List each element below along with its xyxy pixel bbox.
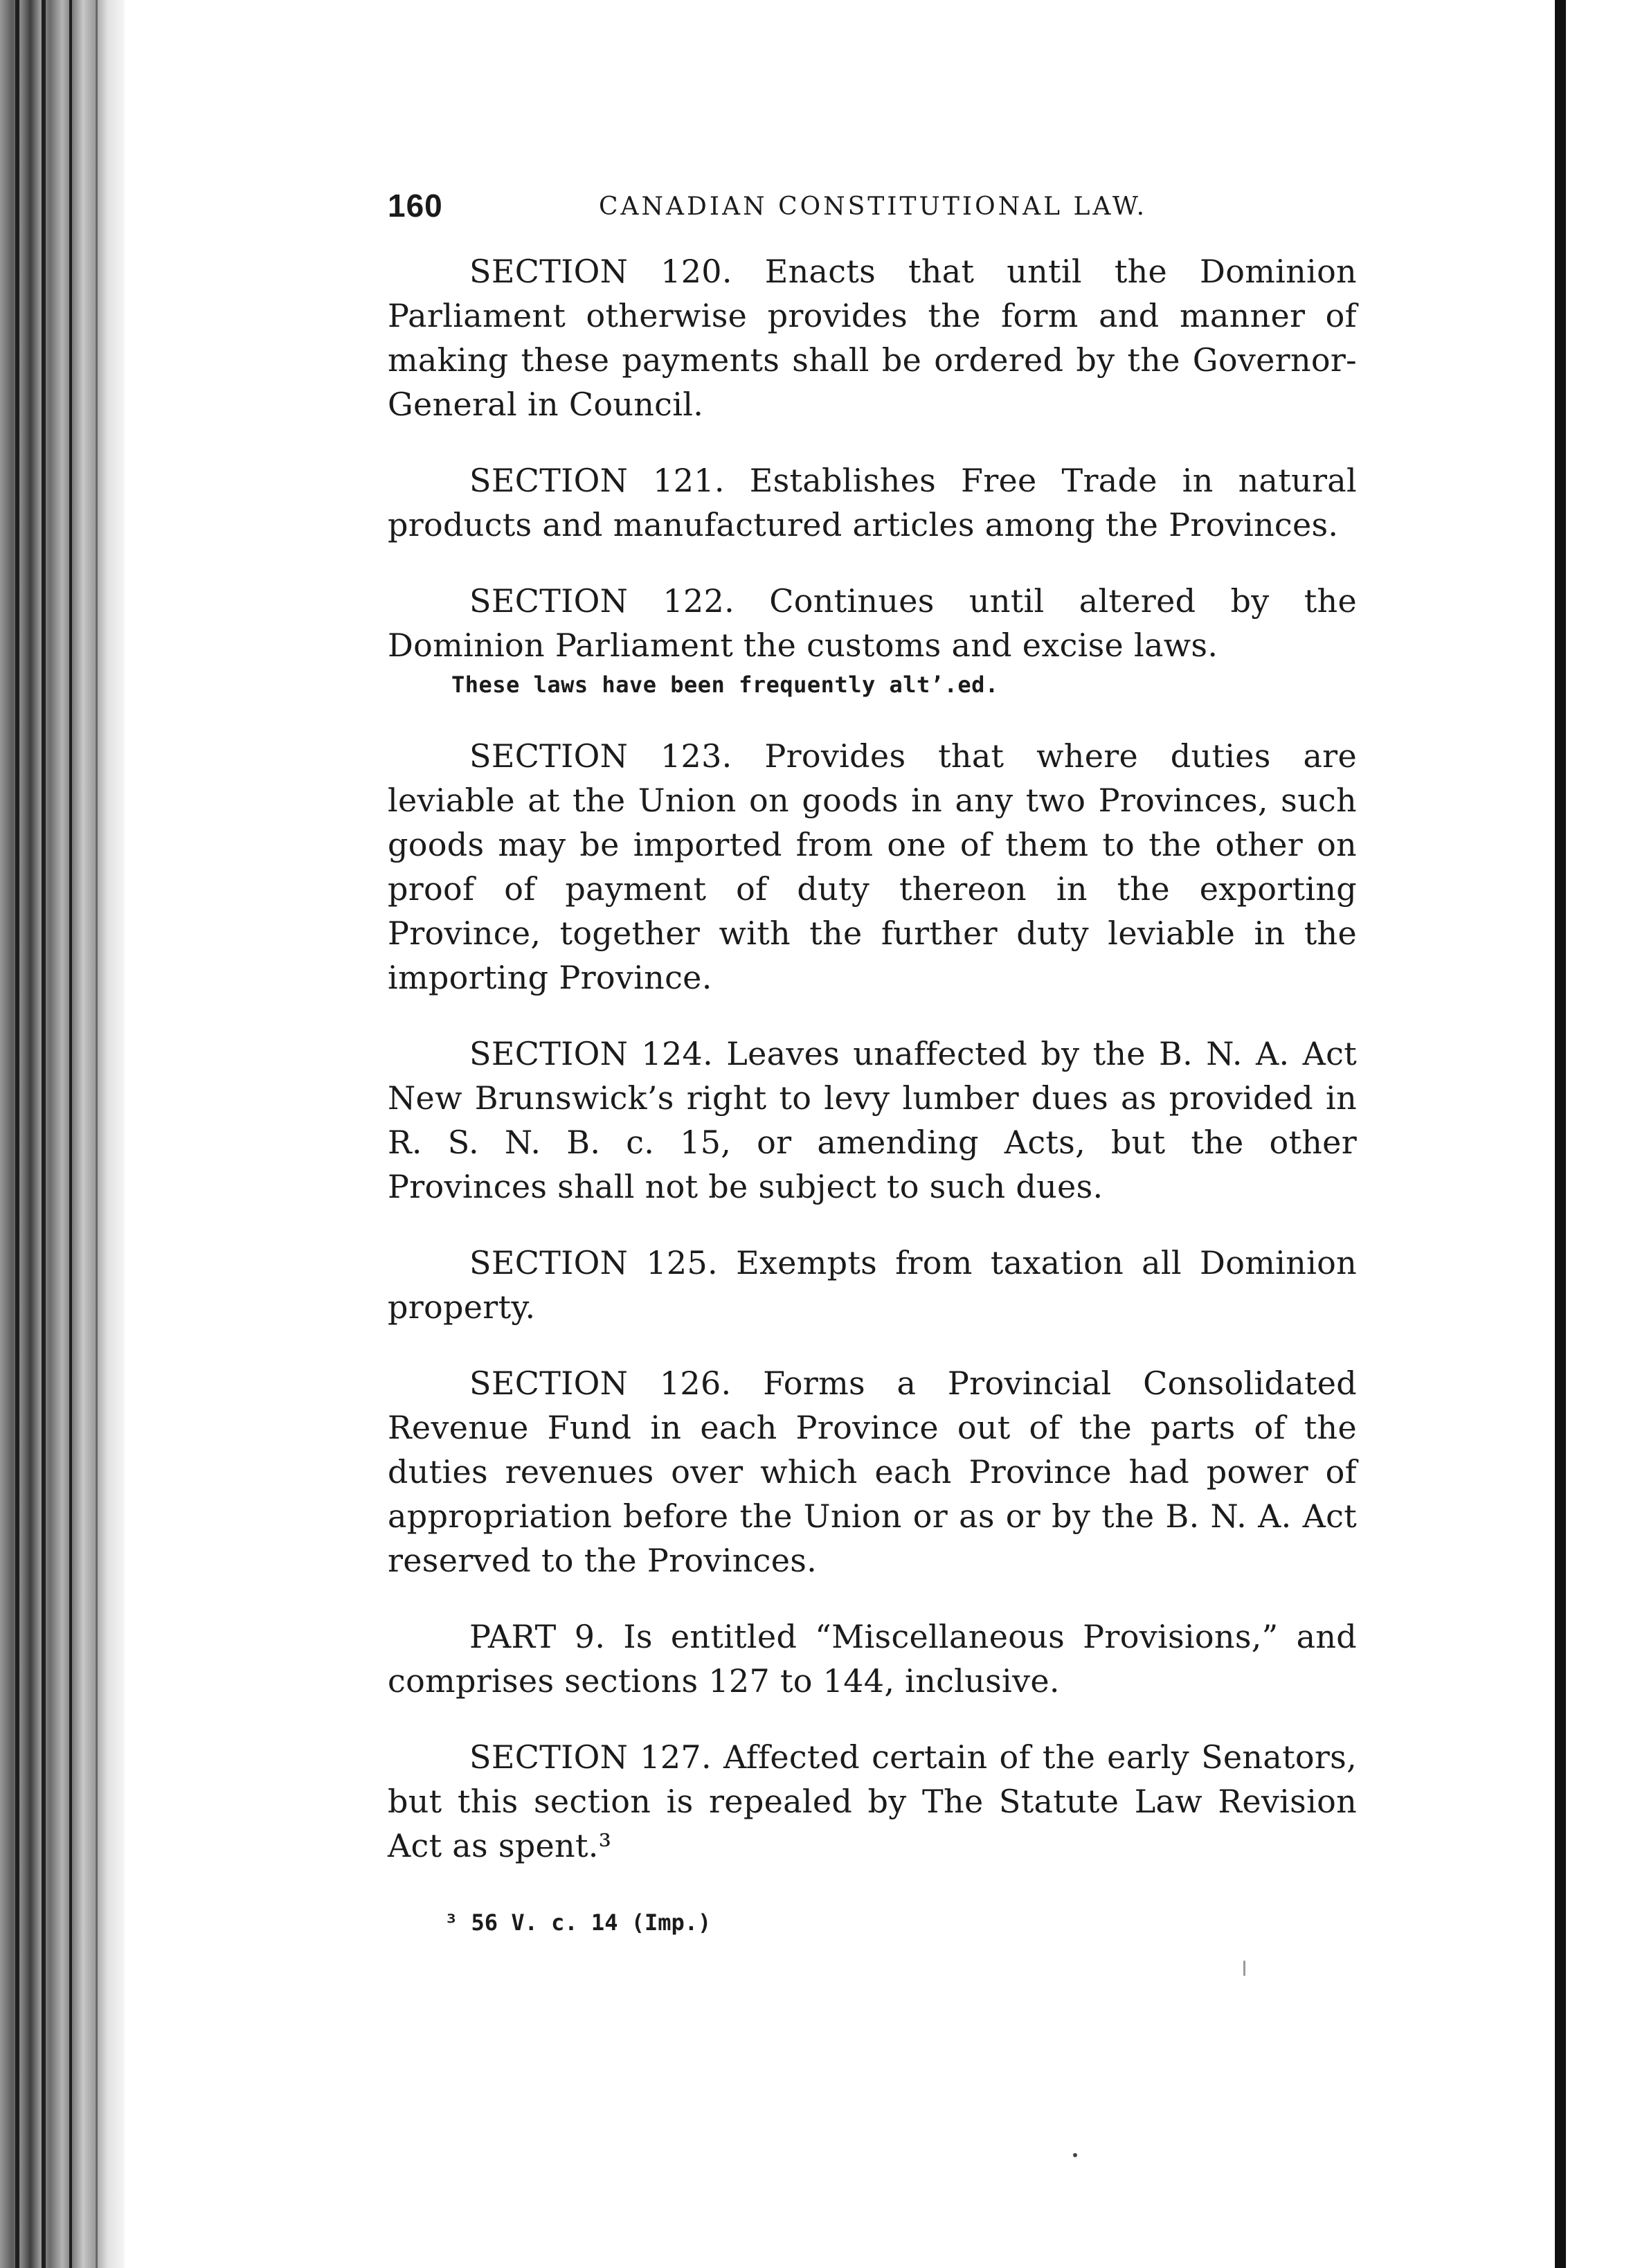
part-9-paragraph: PART 9. Is entitled “Miscellaneous Provisions,” and comprises sections 127 to 144, inclusive. <box>388 1618 1357 1700</box>
section-123-paragraph: SECTION 123. Provides that where duties are leviable at the Union on goods in any two Provinces, such goods may be imported from one of them to the other on proof of payment of duty thereon in the exporting Province, together with the further duty leviable in the importing Province. <box>388 737 1357 996</box>
section-127-paragraph: SECTION 127. Affected certain of the early Senators, but this section is repealed by The Statute Law Revision Act as spent.³ <box>388 1738 1357 1864</box>
section-120-paragraph: SECTION 120. Enacts that until the Dominion Parliament otherwise provides the form and manner of making these payments shall be ordered by the Governor-General in Council. <box>388 253 1357 423</box>
binding-line <box>96 0 98 2268</box>
binding-line <box>42 0 46 2268</box>
section-124-paragraph: SECTION 124. Leaves unaffected by the B. N. A. Act New Brunswick’s right to levy lumber dues as provided in R. S. N. B. c. 15, or amending Acts, but the other Provinces shall not be subject to such dues. <box>388 1035 1357 1205</box>
print-speck <box>1243 1961 1245 1976</box>
binding-line <box>15 0 19 2268</box>
page-right-edge <box>1555 0 1566 2268</box>
running-title: CANADIAN CONSTITUTIONAL LAW. <box>599 192 1148 221</box>
book-page <box>388 166 1357 1936</box>
print-speck <box>1073 2153 1077 2157</box>
page-number: 160 <box>388 188 443 224</box>
footnote: ³ 56 V. c. 14 (Imp.) <box>444 1909 712 1936</box>
section-125-paragraph: SECTION 125. Exempts from taxation all Dominion property. <box>388 1244 1357 1326</box>
section-122-note: These laws have been frequently alt’.ed. <box>451 672 999 698</box>
section-122-paragraph: SECTION 122. Continues until altered by the Dominion Parliament the customs and excise laws. <box>388 582 1357 664</box>
section-121-paragraph: SECTION 121. Establishes Free Trade in natural products and manufactured articles among the Provinces. <box>388 462 1357 543</box>
binding-line <box>69 0 72 2268</box>
section-126-paragraph: SECTION 126. Forms a Provincial Consolidated Revenue Fund in each Province out of the parts of the duties revenues over which each Province had power of appropriation before the Union or as or by the B. N. A. Act reserved to the Provinces. <box>388 1365 1357 1579</box>
running-head <box>388 166 1357 222</box>
